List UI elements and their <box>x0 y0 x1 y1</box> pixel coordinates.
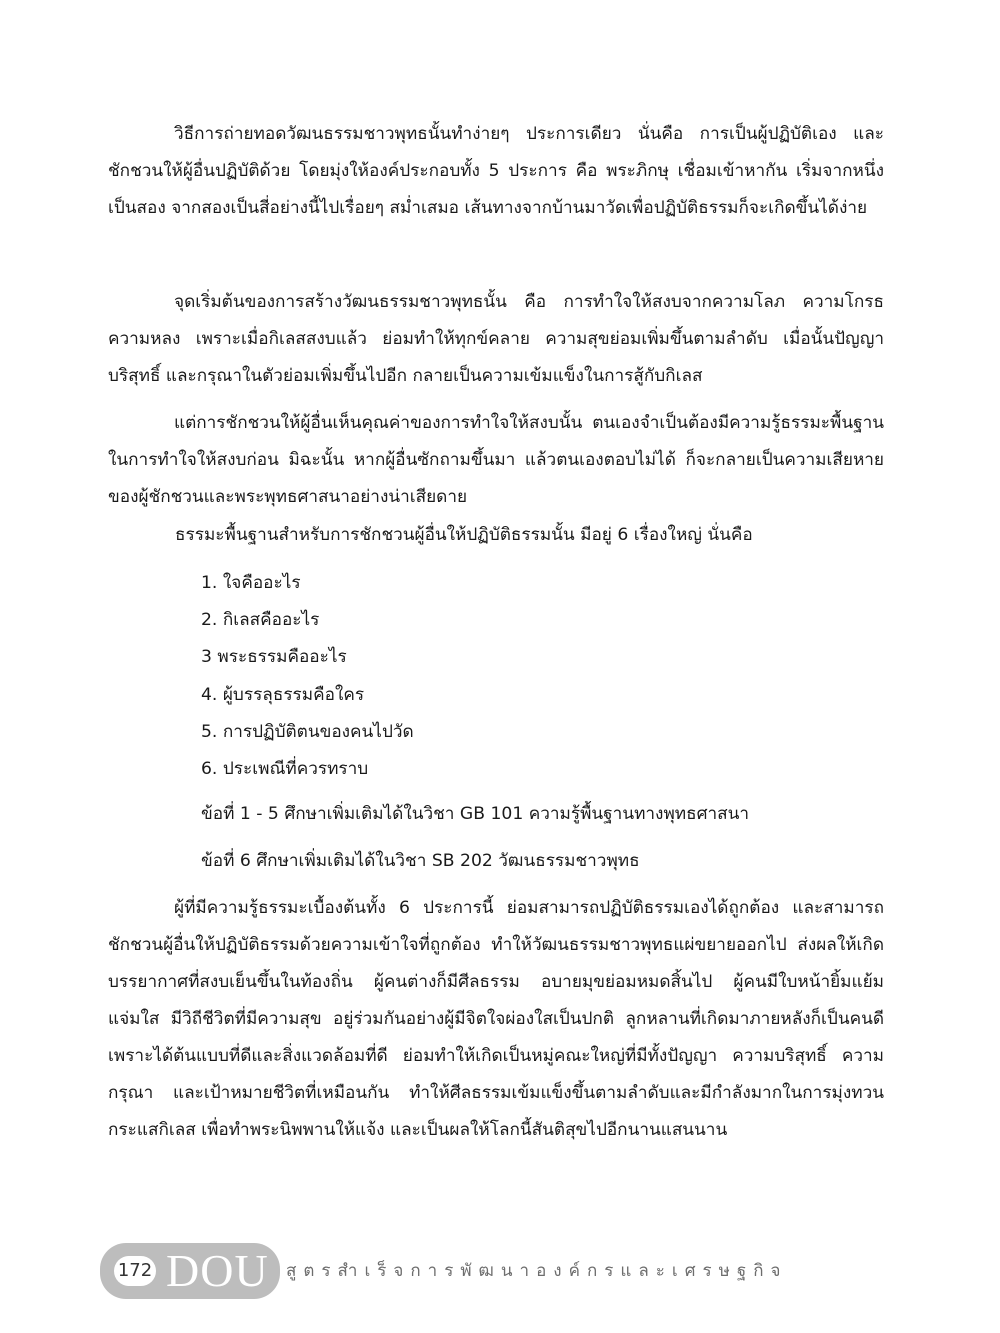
study-note-2: ข้อที่ 6 ศึกษาเพิ่มเติมได้ในวิชา SB 202 วัฒนธรรมชาวพุทธ <box>201 851 640 871</box>
study-note-1: ข้อที่ 1 - 5 ศึกษาเพิ่มเติมได้ในวิชา GB 101 ความรู้พื้นฐานทางพุทธศาสนา <box>201 804 750 824</box>
list-item: 3 พระธรรมคืออะไร <box>201 647 347 668</box>
topic-list <box>201 565 414 788</box>
list-intro: ธรรมะพื้นฐานสำหรับการชักชวนผู้อื่นให้ปฏิบัติธรรมนั้น มีอยู่ 6 เรื่องใหญ่ นั่นคือ <box>175 525 753 545</box>
list-item: 6. ประเพณีที่ควรทราบ <box>201 758 369 779</box>
page-number: 172 <box>114 1256 156 1286</box>
footer-badge <box>100 1243 280 1299</box>
list-item: 5. การปฏิบัติตนของคนไปวัด <box>201 721 414 742</box>
paragraph-3: แต่การชักชวนให้ผู้อื่นเห็นคุณค่าของการทำใจให้สงบนั้น ตนเองจำเป็นต้องมีความรู้ธรรมะพื้นฐานในการทำใจให้สงบก่อน มิฉะนั้น หากผู้อื่นซักถามขึ้นมา แล้วตนเองตอบไม่ได้ ก็จะกลายเป็นความเสียหายของผู้ชักชวนและพระพุทธศาสนาอย่างน่าเสียดาย <box>108 413 884 507</box>
running-title: สูตรสำเร็จการพัฒนาองค์กรและเศรษฐกิจ <box>286 1261 788 1281</box>
dou-logo: DOU <box>166 1245 269 1296</box>
list-item: 2. กิเลสคืออะไร <box>201 610 320 631</box>
closing-paragraph: ผู้ที่มีความรู้ธรรมะเบื้องต้นทั้ง 6 ประการนี้ ย่อมสามารถปฏิบัติธรรมเองได้ถูกต้อง และสามารถชักชวนผู้อื่นให้ปฏิบัติธรรมด้วยความเข้าใจที่ถูกต้อง ทำให้วัฒนธรรมชาวพุทธแผ่ขยายออกไป ส่งผลให้เกิดบรรยากาศที่สงบเย็นขึ้นในท้องถิ่น ผู้คนต่างก็มีศีลธรรม อบายมุขย่อมหมดสิ้นไป ผู้คนมีใบหน้ายิ้มแย้มแจ่มใส มีวิถีชีวิตที่มีความสุข อยู่ร่วมกันอย่างผู้มีจิตใจผ่องใสเป็นปกติ ลูกหลานที่เกิดมาภายหลังก็เป็นคนดีเพราะได้ต้นแบบที่ดีและสิ่งแวดล้อมที่ดี ย่อมทำให้เกิดเป็นหมู่คณะใหญ่ที่มีทั้งปัญญา ความบริสุทธิ์ ความกรุณา และเป้าหมายชีวิตที่เหมือนกัน ทำให้ศีลธรรมเข้มแข็งขึ้นตามลำดับและมีกำลังมากในการมุ่งทวนกระแสกิเลส เพื่อทำพระนิพพานให้แจ้ง และเป็นผลให้โลกนี้สันติสุขไปอีกนานแสนนาน <box>108 898 884 1140</box>
page-footer <box>100 1243 900 1299</box>
list-item: 4. ผู้บรรลุธรรมคือใคร <box>201 684 365 705</box>
list-item: 1. ใจคืออะไร <box>201 573 301 593</box>
paragraph-2: จุดเริ่มต้นของการสร้างวัฒนธรรมชาวพุทธนั้น คือ การทำใจให้สงบจากความโลภ ความโกรธ ความหลง เพราะเมื่อกิเลสสงบแล้ว ย่อมทำให้ทุกข์คลาย ความสุขย่อมเพิ่มขึ้นตามลำดับ เมื่อนั้นปัญญา บริสุทธิ์ และกรุณาในตัวย่อมเพิ่มขึ้นไปอีก กลายเป็นความเข้มแข็งในการสู้กับกิเลส <box>108 292 884 386</box>
paragraph-1: วิธีการถ่ายทอดวัฒนธรรมชาวพุทธนั้นทำง่ายๆ ประการเดียว นั่นคือ การเป็นผู้ปฏิบัติเอง และชักชวนให้ผู้อื่นปฏิบัติด้วย โดยมุ่งให้องค์ประกอบทั้ง 5 ประการ คือ พระภิกษุ เชื่อมเข้าหากัน เริ่มจากหนึ่งเป็นสอง จากสองเป็นสี่อย่างนี้ไปเรื่อยๆ สม่ำเสมอ เส้นทางจากบ้านมาวัดเพื่อปฏิบัติธรรมก็จะเกิดขึ้นได้ง่าย <box>108 124 884 218</box>
